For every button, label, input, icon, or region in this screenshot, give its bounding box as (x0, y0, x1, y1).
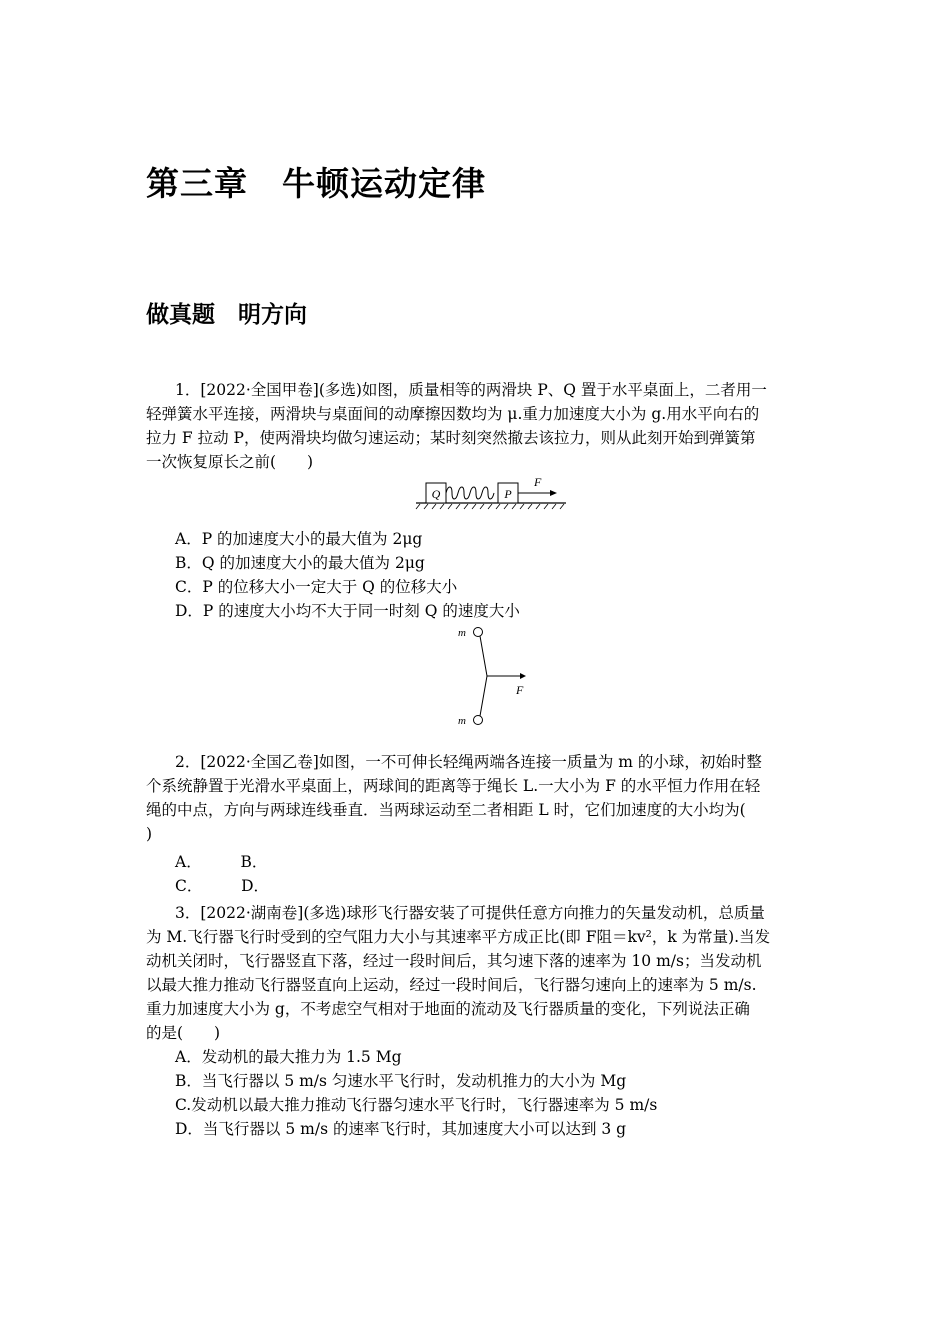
q3-option-d: D．当飞行器以 5 m/s 的速率飞行时，其加速度大小可以达到 3 g (175, 1120, 627, 1138)
q1-option-b: B．Q 的加速度大小的最大值为 2μg (175, 554, 425, 572)
section-title: 做真题 明方向 (146, 302, 307, 328)
q2-line-1: 2．[2022·全国乙卷]如图，一不可伸长轻绳两端各连接一质量为 m 的小球，初始时整 (175, 753, 762, 771)
q3-option-a: A．发动机的最大推力为 1.5 Mg (175, 1048, 402, 1066)
q1-spring-blocks-figure (414, 474, 574, 510)
q2-options-row-1: A． B． (175, 853, 268, 871)
q3-line-3: 动机关闭时，飞行器竖直下落，经过一段时间后，其匀速下落的速率为 10 m/s；当发动机 (146, 952, 762, 970)
q3-line-6: 的是( ) (146, 1024, 221, 1042)
q3-option-c: C.发动机以最大推力推动飞行器匀速水平飞行时，飞行器速率为 5 m/s (175, 1096, 658, 1114)
spring (446, 487, 494, 499)
q1-option-d: D．P 的速度大小均不大于同一时刻 Q 的速度大小 (175, 602, 520, 620)
q1-option-a: A．P 的加速度大小的最大值为 2μg (175, 530, 423, 548)
block-q-label: Q (431, 487, 441, 501)
q1-line-3: 拉力 F 拉动 P，使两滑块均做匀速运动；某时刻突然撤去该拉力，则从此刻开始到弹簧第 (146, 429, 756, 447)
q1-line-2: 轻弹簧水平连接，两滑块与桌面间的动摩擦因数均为 μ.重力加速度大小为 g.用水平向右的 (146, 405, 760, 423)
q2-options-row-2: C． D． (175, 877, 270, 895)
q3-option-b: B．当飞行器以 5 m/s 匀速水平飞行时，发动机推力的大小为 Mg (175, 1072, 627, 1090)
force-label: F (534, 475, 542, 489)
q2-line-3: 绳的中点，方向与两球连线垂直．当两球运动至二者相距 L 时，它们加速度的大小均为( (146, 801, 746, 819)
q1-line-4: 一次恢复原长之前( ) (146, 453, 314, 471)
q3-line-1: 3．[2022·湖南卷](多选)球形飞行器安装了可提供任意方向推力的矢量发动机，总质量 (175, 904, 765, 922)
ball-bottom (474, 716, 483, 725)
q2-line-4: ) (146, 825, 153, 843)
chapter-title: 第三章 牛顿运动定律 (146, 164, 486, 203)
ball-top (474, 628, 483, 637)
q2-line-2: 个系统静置于光滑水平桌面上，两球间的距离等于绳长 L.一大小为 F 的水平恒力作用在轻 (146, 777, 761, 795)
force-label: F (516, 683, 524, 697)
q3-line-5: 重力加速度大小为 g，不考虑空气相对于地面的流动及飞行器质量的变化，下列说法正确 (146, 1000, 750, 1018)
block-p-label: P (504, 487, 512, 501)
ball-bottom-label: m (458, 715, 466, 727)
q1-line-1: 1．[2022·全国甲卷](多选)如图，质量相等的两滑块 P、Q 置于水平桌面上，二者用一 (175, 381, 767, 399)
q3-line-4: 以最大推力推动飞行器竖直向上运动，经过一段时间后，飞行器匀速向上的速率为 5 m/s. (146, 976, 757, 994)
q2-string-balls-figure (454, 622, 534, 730)
q3-line-2: 为 M.飞行器飞行时受到的空气阻力大小与其速率平方成正比(即 F阻＝kv²，k 为常量).当发 (146, 928, 771, 946)
q1-option-c: C．P 的位移大小一定大于 Q 的位移大小 (175, 578, 458, 596)
ball-top-label: m (458, 627, 466, 639)
